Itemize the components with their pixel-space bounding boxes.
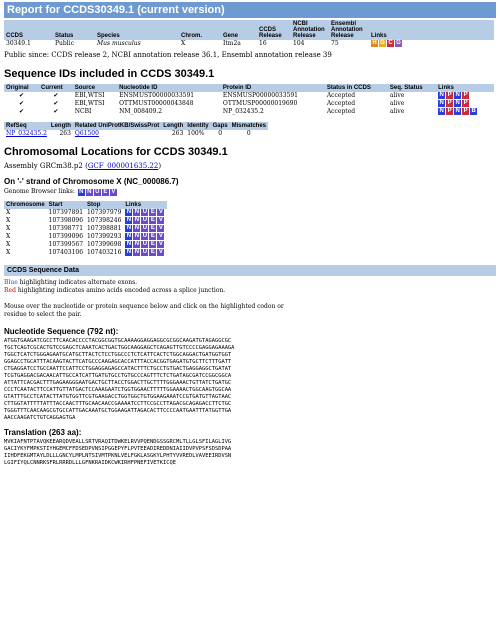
protein-sequence[interactable] [4,439,496,467]
refseq-link[interactable]: NP_032435.2 [6,130,47,137]
browser-u-badge[interactable]: U [95,188,100,195]
table-row [4,100,494,108]
nucleotide-line: AACCAAGATCTGTCAGGAGTGA [4,415,76,421]
ccds-id: 30349.1 [6,40,31,47]
protein-id: ENSMUSP00000033591 [222,92,299,99]
nucleotide-line: GGAGCCTGCATTTACAAGTACTTCATGCCCAAGAGCACCATTTACCACGGTGAGATGTGCTTCTTTGATT [4,359,232,365]
table-row [4,241,167,249]
nucleotide-line: TGGGTTTCAACAAGCGTGCCATTGACAAATGCTGGAAGATTAGACACTTCCCCAATGAATTTATGGTTGA [4,408,232,414]
link-u-badge[interactable]: U [142,217,148,223]
refseq-table [4,122,268,138]
original-check: ✔ [19,92,25,99]
chromosome: X [6,225,11,232]
strand-heading: On '-' strand of Chromosome X (NC_000086.7) [4,177,179,186]
start: 107399567 [48,241,84,248]
source: EBI,WTSI [74,100,105,107]
table-row [4,217,167,225]
nucleotide-line: TGGCTCATCTGGGAGAATGCATGCTTACTCTCCTGGCCCTCTCATTCACTCTGGCAGGACTGATGGTGGT [4,352,232,358]
nucleotide-title: Nucleotide Sequence (792 nt): [4,327,119,336]
ccds-release: 16 [259,40,267,47]
seqdata-title: CCDS Sequence Data [4,265,496,276]
chrom-table [4,201,167,257]
link-n-badge[interactable]: N [126,249,132,255]
report-links [369,40,494,48]
link-u-badge[interactable]: U [142,233,148,239]
nucleotide-line: CTTGGTATTTTTATTTACCAACTTTGCAACAACCGAAAATCCTTCCGCCTTAGACGCAGAGACCTTCTGC [4,401,232,407]
ncbi-release: 104 [293,40,305,47]
ccds-gene: Itm2a [223,40,241,47]
seqids-title: Sequence IDs included in CCDS 30349.1 [4,68,215,80]
col-identity: Identity [187,123,209,129]
stop: 107399698 [87,241,122,248]
stop: 107403216 [87,249,122,256]
link-e-badge[interactable]: E [150,225,155,231]
current-check: ✔ [53,92,59,99]
row-links [436,92,494,100]
link-v-badge[interactable]: V [158,233,163,239]
link-p-badge[interactable]: P [463,92,468,98]
col-refseq-length: Length [50,123,71,129]
chromosome: X [6,209,11,216]
nucleotide-id: ENSMUST00000033591 [119,92,195,99]
link-p-badge[interactable]: P [447,100,452,106]
col-refseq: RefSeq [4,122,49,130]
nucleotide-line: TGCTCAGTCGCACTGTCCGAGCTCAAATCACTGACTGGCAAGGAGCTCAGAGTTGTCCCCGAGGAGAAAGA [4,345,235,351]
protein-line: IIHDFEKGMTAYLDLLLGNCYLMPLNTSIVMTPKNLVELFGKLASGKYLPHTYVVREDLVAVEEIRDVSN [4,453,232,459]
link-n-badge[interactable]: N [126,209,132,215]
start: 107397891 [48,209,84,216]
browser-n-badge[interactable]: N [79,188,84,195]
legend-red [4,287,496,295]
nucleotide-id: OTTMUST00000043848 [119,100,194,107]
link-h-badge[interactable]: H [372,40,377,46]
original-check: ✔ [19,108,25,115]
browser-n2-badge[interactable]: N [87,188,92,195]
link-n-badge[interactable]: N [126,241,132,247]
identity: 100% [187,130,205,137]
table-row [4,225,167,233]
col-nucleotide-id: Nucleotide ID [117,84,221,92]
protein-line: LGIFIYQLCNNRKSFRLRRRDLLLGFNKRAIDKCWKIRHFPNEFIVETKICQE [4,460,177,466]
link-v-badge[interactable]: V [158,241,163,247]
nucleotide-line: CTGAGGATCCTGCCAATTCCATTCCTGGAGGAGAGCCATACTTTCTGCCTGTGACTGAGGAGGCTGATAT [4,366,232,372]
link-n-badge[interactable]: N [134,217,140,223]
link-n-badge[interactable]: N [126,225,132,231]
col-status: Status [53,20,95,40]
col-related-uniprot: Related UniProtKB/SwissProt [74,123,160,129]
col-current: Current [39,84,73,92]
nucleotide-line: CCCTCAATACTTCCATTGTTATGACTCCAAAGAATCTGGTGGAACTTTTTGGAAAACTGGCAAGTGGCAA [4,387,232,393]
nucleotide-line: GTATTTGCCTCATACTTATGTGGTTCGTGAAGACCTGGTGGCTGTGGAAGAAATCCGTGATGTTAGTAAC [4,394,232,400]
col-uniprot-length: Length [163,123,184,129]
link-u-badge[interactable]: U [142,241,148,247]
ccds-chrom: X [181,40,186,47]
link-p-badge[interactable]: P [463,108,468,114]
table-row [4,233,167,241]
start: 107403106 [48,249,84,256]
legend-red-text: highlighting indicates amino acids encoded across a splice junction. [15,287,226,294]
row-links [436,108,494,116]
report-title: Report for CCDS30349.1 (current version) [4,2,496,18]
protein-id: NP_032435.2 [222,108,264,115]
col-ccds: CCDS [4,20,53,40]
link-n-badge[interactable]: N [439,92,444,98]
link-v-badge[interactable]: V [158,209,163,215]
col-start: Start [47,201,85,209]
public-since: Public since: CCDS release 2, NCBI annotation release 36.1, Ensembl annotation release 39 [4,51,332,59]
uniprot-link[interactable]: Q61500 [74,130,99,137]
link-p-badge[interactable]: P [447,108,452,114]
link-e-badge[interactable]: E [150,241,155,247]
col-gaps: Gaps [212,123,228,129]
mouse-hint: Mouse over the nucleotide or protein sequence below and click on the highlighted codon or residue to select the pair. [4,303,284,318]
legend-blue-text: highlighting indicates alternate exons. [17,279,138,286]
seq-status: alive [389,108,405,115]
stop: 107397979 [87,209,122,216]
link-e-badge[interactable]: E [150,249,155,255]
link-n-badge[interactable]: N [126,217,132,223]
link-n-badge[interactable]: N [455,100,460,106]
link-n-badge[interactable]: N [455,108,460,114]
assembly-line [4,162,496,171]
link-n-badge[interactable]: N [134,209,140,215]
protein-id: OTTMUSP00000019690 [222,100,298,107]
link-u-badge[interactable]: U [142,209,148,215]
link-u-badge[interactable]: U [142,225,148,231]
assembly-suffix: ) [158,162,162,170]
nucleotide-line: TCGTGAGGACGACAACATTGCCATCATTGATGTGCCTGTGCCCAGTTTCTCTGATAGCGATCCGGCGGCA [4,373,232,379]
link-v-badge[interactable]: V [158,249,163,255]
col-gene: Gene [221,20,257,40]
col-status-in-ccds: Status in CCDS [325,84,388,92]
row-links [123,249,167,257]
protein-line: GACIYKYFMPKSTIYHGEMCFFDSEDPVNSIPGGEPYFLPVTEEADIREDDNIAIIDVPVPSFSDSDPAA [4,446,232,452]
legend-blue-word: Blue [4,279,18,286]
link-n-badge[interactable]: N [439,100,444,106]
col-stop: Stop [85,201,123,209]
link-e-badge[interactable]: E [150,233,155,239]
link-e-badge[interactable]: E [150,209,155,215]
table-row [4,92,494,100]
status-in-ccds: Accepted [326,92,356,99]
current-check: ✔ [53,100,59,107]
table-row [4,249,167,257]
col-ncbi-release: NCBI Annotation Release [291,20,329,40]
col-chrom: Chrom. [179,20,221,40]
gaps: 0 [218,130,223,137]
stop: 107398246 [87,217,122,224]
link-c-badge[interactable]: C [388,40,393,46]
col-original: Original [4,84,39,92]
link-n-badge[interactable]: N [134,241,140,247]
seqids-table [4,84,494,116]
link-b-badge[interactable]: B [471,108,476,114]
link-g-badge[interactable]: G [380,40,385,46]
col-seqid-links: Links [436,84,494,92]
browser-v-badge[interactable]: V [111,188,116,195]
link-g2-badge[interactable]: G [396,40,401,46]
link-n-badge[interactable]: N [126,233,132,239]
chromosome: X [6,241,11,248]
report-table [4,20,494,48]
nucleotide-line: ATTATTCACGACTTTGAGAAGGGAATGACTGCTTACCTGGACTTGCTTTTGGGAAACTGTTATCTGATGC [4,380,232,386]
col-protein-id: Protein ID [221,84,325,92]
chromosome: X [6,249,11,256]
col-ensembl-release: Ensembl Annotation Release [329,20,369,40]
stop: 107399293 [87,233,122,240]
source: NCBI [74,108,92,115]
col-chrom-links: Links [123,201,167,209]
source: EBI,WTSI [74,92,105,99]
legend-red-word: Red [4,287,16,294]
seq-status: alive [389,100,405,107]
chromosome: X [6,217,11,224]
nucleotide-line: ATGGTGAAGATCGCCTTCAACACCCCTACGGCGGTGCAAAAGGAGGAGGCGCGGCAAGATGTAGAGGCGC [4,338,232,344]
browser-label: Genome Browser links: [4,188,75,195]
start: 107398771 [48,225,84,232]
status-in-ccds: Accepted [326,100,356,107]
seq-status: alive [389,92,405,99]
uniprot-length: 263 [171,130,184,137]
link-u-badge[interactable]: U [142,249,148,255]
genome-browser-links [4,188,496,196]
status-in-ccds: Accepted [326,108,356,115]
ensembl-release: 75 [331,40,339,47]
row-links [123,241,167,249]
row-links [123,225,167,233]
browser-e-badge[interactable]: E [103,188,108,195]
col-source: Source [73,84,117,92]
link-n-badge[interactable]: N [439,108,444,114]
col-chromosome: Chromosome [6,202,45,208]
link-n-badge[interactable]: N [134,249,140,255]
legend-blue [4,279,496,287]
stop: 107398881 [87,225,122,232]
translation-title: Translation (263 aa): [4,428,82,437]
link-e-badge[interactable]: E [150,217,155,223]
start: 107398096 [48,217,84,224]
start: 107399096 [48,233,84,240]
col-mismatches: Mismatches [231,123,266,129]
col-ccds-release: CCDS Release [257,20,291,40]
row-links [123,233,167,241]
chromosome: X [6,233,11,240]
row-links [123,209,167,217]
ccds-species: Mus musculus [97,40,141,47]
original-check: ✔ [19,100,25,107]
link-v-badge[interactable]: V [158,217,163,223]
nucleotide-sequence[interactable] [4,338,496,422]
chrom-title: Chromosomal Locations for CCDS 30349.1 [4,146,228,158]
table-row [4,108,494,116]
link-n-badge[interactable]: N [134,233,140,239]
row-links [436,100,494,108]
link-p-badge[interactable]: P [447,92,452,98]
assembly-link[interactable]: GCF_000001635.22 [87,162,159,170]
refseq-length: 263 [59,130,71,137]
protein-line: MVKIAFNTPTAVQKEEARQDVEALLSRTVRAQITDWKELRVVPQENDGSSGRCMLTLLGLSFILAGLIVG [4,439,232,445]
link-p-badge[interactable]: P [463,100,468,106]
link-n-badge[interactable]: N [455,92,460,98]
table-row [4,130,268,138]
table-row [4,209,167,217]
current-check: ✔ [53,108,59,115]
col-links: Links [369,20,494,40]
link-n-badge[interactable]: N [134,225,140,231]
col-species: Species [95,20,179,40]
mismatches: 0 [246,130,251,137]
ccds-status: Public [55,40,74,47]
link-v-badge[interactable]: V [158,225,163,231]
row-links [123,217,167,225]
nucleotide-id: NM_008409.2 [119,108,163,115]
col-seq-status: Seq. Status [388,84,436,92]
assembly-prefix: Assembly GRCm38.p2 ( [4,162,88,170]
